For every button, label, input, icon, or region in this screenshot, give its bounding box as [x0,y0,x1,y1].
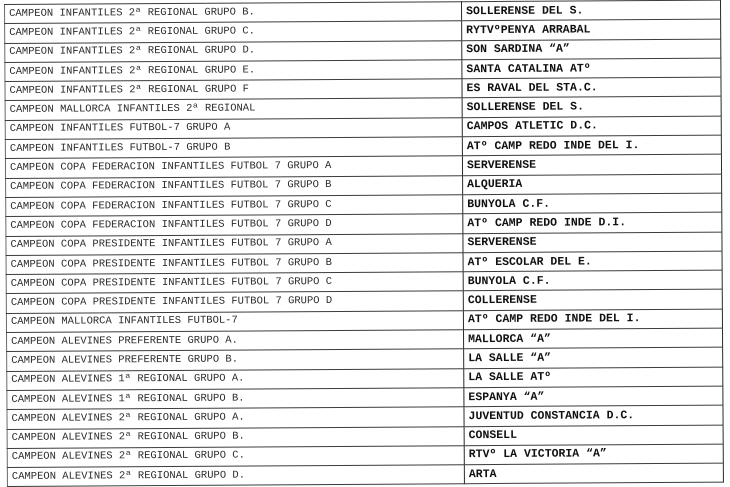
champions-table-body [5,0,724,487]
category-cell: CAMPEON INFANTILES FUTBOL-7 GRUPO B [5,137,462,159]
team-cell: CONSELL [464,425,723,446]
team-cell: RYTVºPENYA ARRABAL [462,19,721,40]
category-cell: CAMPEON COPA PRESIDENTE INFANTILES FUTBOL 7 GRUPO B [6,253,463,275]
category-cell: CAMPEON ALEVINES 1ª REGIONAL GRUPO A. [7,368,464,390]
category-cell: CAMPEON ALEVINES 2ª REGIONAL GRUPO D. [7,465,464,487]
team-cell: ATº ESCOLAR DEL E. [463,251,722,272]
category-cell: CAMPEON INFANTILES 2ª REGIONAL GRUPO D. [5,40,462,62]
team-cell: SANTA CATALINA ATº [462,58,721,79]
category-cell: CAMPEON COPA FEDERACION INFANTILES FUTBOL 7 GRUPO C [6,195,463,217]
category-cell: CAMPEON MALLORCA INFANTILES FUTBOL-7 [6,310,463,332]
category-cell: CAMPEON ALEVINES 2ª REGIONAL GRUPO C. [7,446,464,468]
team-cell: COLLERENSE [463,290,722,311]
team-cell: BUNYOLA C.F. [463,193,722,214]
team-cell: BUNYOLA C.F. [463,270,722,291]
category-cell: CAMPEON ALEVINES PREFERENTE GRUPO B. [7,349,464,371]
category-cell: CAMPEON COPA PRESIDENTE INFANTILES FUTBOL 7 GRUPO D [6,291,463,313]
category-cell: CAMPEON ALEVINES 2ª REGIONAL GRUPO B. [7,426,464,448]
team-cell: SOLLERENSE DEL S. [462,97,721,118]
category-cell: CAMPEON ALEVINES 1ª REGIONAL GRUPO B. [7,388,464,410]
category-cell: CAMPEON INFANTILES FUTBOL-7 GRUPO A [5,117,462,139]
team-cell: SON SARDINA “A” [462,39,721,60]
category-cell: CAMPEON MALLORCA INFANTILES 2ª REGIONAL [5,98,462,120]
team-cell: SERVERENSE [463,232,722,253]
category-cell: CAMPEON COPA PRESIDENTE INFANTILES FUTBOL 7 GRUPO C [6,272,463,294]
category-cell: CAMPEON INFANTILES 2ª REGIONAL GRUPO F [5,79,462,101]
category-cell: CAMPEON INFANTILES 2ª REGIONAL GRUPO C. [5,21,462,43]
team-cell: ES RAVAL DEL STA.C. [462,77,721,98]
category-cell: CAMPEON INFANTILES 2ª REGIONAL GRUPO E. [5,60,462,82]
category-cell: CAMPEON COPA PRESIDENTE INFANTILES FUTBOL 7 GRUPO A [6,233,463,255]
team-cell: ATº CAMP REDO INDE DEL I. [463,309,722,330]
category-cell: CAMPEON COPA FEDERACION INFANTILES FUTBOL 7 GRUPO B [6,175,463,197]
team-cell: MALLORCA “A” [463,328,722,349]
team-cell: ATº CAMP REDO INDE D.I. [463,212,722,233]
team-cell: LA SALLE ATº [464,367,723,388]
champions-table [4,0,724,487]
team-cell: SOLLERENSE DEL S. [461,0,720,21]
team-cell: ATº CAMP REDO INDE DEL I. [462,135,721,156]
team-cell: ALQUERIA [463,174,722,195]
team-cell: RTVº LA VICTORIA “A” [464,444,723,465]
team-cell: JUVENTUD CONSTANCIA D.C. [464,405,723,426]
team-cell: ARTA [464,463,723,484]
category-cell: CAMPEON COPA FEDERACION INFANTILES FUTBOL 7 GRUPO A [5,156,462,178]
team-cell: SERVERENSE [462,154,721,175]
team-cell: ESPANYA “A” [464,386,723,407]
category-cell: CAMPEON ALEVINES 2ª REGIONAL GRUPO A. [7,407,464,429]
team-cell: LA SALLE “A” [464,347,723,368]
category-cell: CAMPEON COPA FEDERACION INFANTILES FUTBOL 7 GRUPO D [6,214,463,236]
table-row [7,463,723,487]
team-cell: CAMPOS ATLETIC D.C. [462,116,721,137]
document-sheet [4,0,727,487]
category-cell: CAMPEON INFANTILES 2ª REGIONAL GRUPO B. [5,2,462,24]
category-cell: CAMPEON ALEVINES PREFERENTE GRUPO A. [7,330,464,352]
